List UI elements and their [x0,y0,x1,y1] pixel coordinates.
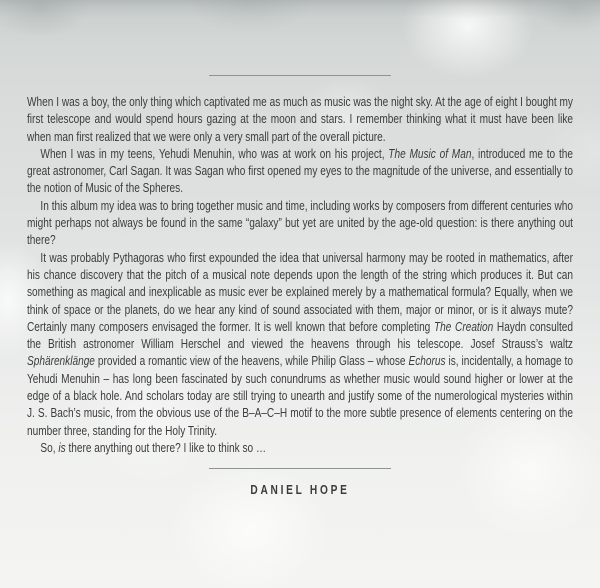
paragraph [27,197,573,249]
text-run: When I was a boy, the only thing which captivated me as much as music was the night sky. At the age of eight I bought my first telescope and would spend hours gazing at the moon and stars. I remember thinking what it must have been like when man first realized that we were only a very small part of the overall picture. [27,94,573,144]
italic-text-run: The Music of Man [388,145,472,161]
essay-text [27,93,573,456]
text-run: provided a romantic view of the heavens, while Philip Glass – whose [94,353,409,369]
text-run: When I was in my teens, Yehudi Menuhin, who was at work on his project, [40,145,389,161]
text-run: is, incidentally, a homage to Yehudi Menuhin – has long been fascinated by such conundrums as whether music would sound higher or lower at the edge of a black hole. And scholars today are still trying to unearth and justify some of the numerological mysteries within J. S. Bach’s music, from the obvious use of the B–A–C–H motif to the more subtle presence of elements centering on the number three, standing for the Holy Trinity. [27,353,573,438]
text-run: there anything out there? I like to think so … [65,439,267,455]
italic-text-run: Sphärenklänge [27,353,95,369]
author-signature: DANIEL HOPE [250,482,350,497]
text-run: In this album my idea was to bring together music and time, including works by composers from different centuries who might perhaps not always be found in the same “galaxy” but yet are united by the age-old question: is there anything out there? [27,197,573,248]
text-run: , introduced me to the great astronomer, Carl Sagan. It was Sagan who first opened my eyes to the magnitude of the universe, and essentially to the notion of Music of the Spheres. [27,145,573,196]
italic-text-run: Echorus [408,353,446,369]
text-run: Haydn consulted the British astronomer William Herschel and viewed the heavens through his telescope. Josef Strauss’s waltz [27,318,573,352]
text-run: It was probably Pythagoras who first expounded the idea that universal harmony may be rooted in mathematics, after his chance discovery that the pitch of a musical note depends upon the length of the string which produces it. But can something as magical and inexplicable as music ever be explained merely by a mathematical formula? Equally, when we think of space or the planets, do we hear any kind of sound associated with them, major or minor, or is it always mute? Certainly many composers envisaged the former. It is well known that before completing [27,249,573,334]
paragraph [27,145,573,197]
paragraph [27,439,573,456]
bottom-divider [209,468,391,469]
paragraph [27,249,573,439]
italic-text-run: The Creation [433,318,494,334]
top-divider [209,75,391,76]
italic-text-run: is [58,439,66,455]
text-run: So, [40,439,59,455]
paragraph [27,93,573,145]
